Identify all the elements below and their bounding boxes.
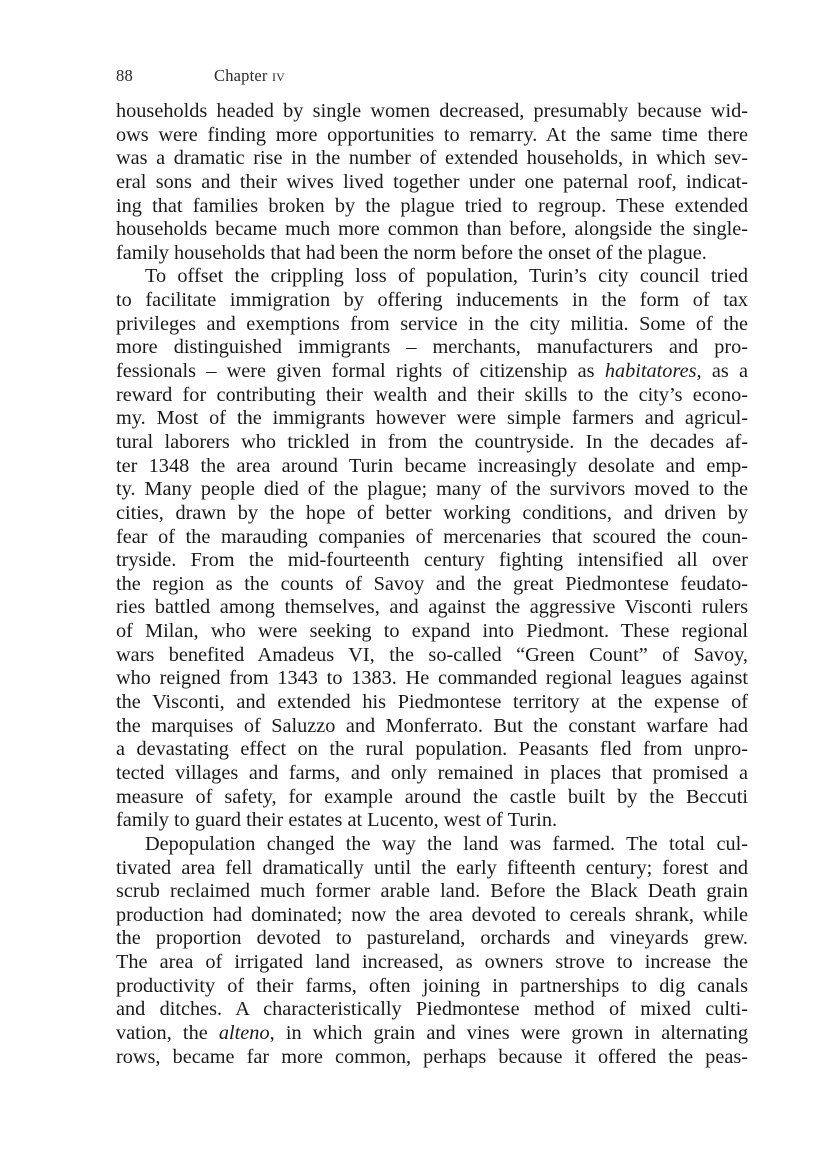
text-line — [116, 455, 748, 479]
text-line — [116, 313, 748, 337]
text-line — [116, 242, 748, 266]
text-run: ing that families broken by the plague tried to regroup. These extended — [116, 194, 748, 217]
text-run: , in which grain and vines were grown in alternating — [269, 1021, 749, 1044]
text-line — [116, 384, 748, 408]
text-run: ows were finding more opportunities to remarry. At the same time there — [116, 123, 748, 146]
text-line — [116, 620, 748, 644]
text-run: vation, the — [116, 1021, 219, 1044]
text-run: measure of safety, for example around the castle built by the Beccuti — [116, 785, 748, 808]
text-run: fear of the marauding companies of mercenaries that scoured the coun- — [116, 525, 748, 548]
text-line — [116, 407, 748, 431]
text-line — [116, 218, 748, 242]
text-line — [116, 880, 748, 904]
italic-term: alteno — [218, 1021, 270, 1044]
text-run: family to guard their estates at Lucento, west of Turin. — [116, 809, 558, 832]
text-line — [116, 124, 748, 148]
running-head — [116, 66, 285, 86]
text-run: who reigned from 1343 to 1383. He commanded regional leagues against — [116, 667, 748, 690]
text-run: productivity of their farms, often joining in partnerships to dig canals — [116, 974, 748, 997]
text-run: the marquises of Saluzzo and Monferrato. But the constant warfare had — [116, 714, 748, 737]
text-line — [116, 1022, 748, 1046]
text-run: tryside. From the mid-fourteenth century fighting intensified all over — [116, 549, 748, 572]
text-run: Depopulation changed the way the land was farmed. The total cul- — [145, 832, 748, 855]
text-run: was a dramatic rise in the number of extended households, in which sev- — [116, 147, 748, 170]
text-line — [116, 644, 748, 668]
text-run: tected villages and farms, and only remained in places that promised a — [116, 761, 748, 784]
text-line — [116, 195, 748, 219]
text-line — [116, 762, 748, 786]
italic-term: habitatores — [604, 360, 697, 383]
text-line — [116, 667, 748, 691]
text-line — [116, 478, 748, 502]
chapter-label: Chapter — [214, 66, 268, 85]
text-line — [116, 904, 748, 928]
text-run: a devastating effect on the rural population. Peasants fled from unpro- — [116, 738, 748, 761]
text-run: ty. Many people died of the plague; many of the survivors moved to the — [116, 478, 748, 501]
text-run: the Visconti, and extended his Piedmontese territory at the expense of — [116, 691, 748, 714]
text-line — [116, 857, 748, 881]
text-line — [116, 951, 748, 975]
chapter-numeral: iv — [271, 66, 286, 85]
text-run: tivated area fell dramatically until the early fifteenth century; forest and — [116, 856, 748, 879]
text-line — [116, 171, 748, 195]
text-run: ter 1348 the area around Turin became increasingly desolate and emp- — [116, 454, 748, 477]
text-line — [116, 927, 748, 951]
text-run: of Milan, who were seeking to expand into Piedmont. These regional — [116, 620, 748, 643]
text-line — [116, 596, 748, 620]
page-number: 88 — [116, 66, 133, 85]
text-line — [116, 715, 748, 739]
text-line — [116, 265, 748, 289]
text-run: privileges and exemptions from service in the city militia. Some of the — [116, 312, 748, 335]
text-run: fessionals – were given formal rights of citizenship as — [116, 360, 605, 383]
text-run: cities, drawn by the hope of better working conditions, and driven by — [116, 501, 748, 524]
text-run: reward for contributing their wealth and their skills to the city’s econo- — [116, 383, 748, 406]
text-line — [116, 526, 748, 550]
text-line — [116, 289, 748, 313]
text-line — [116, 431, 748, 455]
text-run: the region as the counts of Savoy and the great Piedmontese feudato- — [116, 572, 748, 595]
text-line — [116, 549, 748, 573]
text-line — [116, 833, 748, 857]
text-line — [116, 502, 748, 526]
text-run: rows, became far more common, perhaps because it offered the peas- — [116, 1045, 748, 1068]
chapter-title — [214, 66, 285, 85]
text-line — [116, 786, 748, 810]
text-run: and ditches. A characteristically Piedmontese method of mixed culti- — [116, 998, 748, 1021]
body-text — [116, 100, 748, 1069]
text-run: To offset the crippling loss of population, Turin’s city council tried — [145, 265, 748, 288]
text-line — [116, 573, 748, 597]
text-run: eral sons and their wives lived together under one paternal roof, indicat- — [116, 170, 748, 193]
text-run: wars benefited Amadeus VI, the so-called “Green Count” of Savoy, — [116, 643, 748, 666]
text-run: tural laborers who trickled in from the countryside. In the decades af- — [116, 430, 748, 453]
paragraph — [116, 833, 748, 1069]
text-run: The area of irrigated land increased, as owners strove to increase the — [116, 951, 748, 974]
text-run: households headed by single women decreased, presumably because wid- — [116, 100, 748, 122]
text-line — [116, 336, 748, 360]
text-run: production had dominated; now the area devoted to cereals shrank, while — [116, 903, 748, 926]
text-run: to facilitate immigration by offering inducements in the form of tax — [116, 289, 748, 312]
text-line — [116, 998, 748, 1022]
text-line — [116, 809, 748, 833]
text-line — [116, 360, 748, 384]
text-run: , as a — [696, 360, 748, 383]
text-line — [116, 100, 748, 124]
text-line — [116, 147, 748, 171]
text-line — [116, 1046, 748, 1070]
text-line — [116, 975, 748, 999]
text-run: scrub reclaimed much former arable land. Before the Black Death grain — [116, 880, 748, 903]
text-run: households became much more common than before, alongside the single- — [116, 218, 748, 241]
text-run: more distinguished immigrants – merchants, manufacturers and pro- — [116, 336, 748, 359]
paragraph — [116, 265, 748, 832]
text-run: family households that had been the norm before the onset of the plague. — [116, 241, 707, 264]
text-line — [116, 691, 748, 715]
text-run: ries battled among themselves, and against the aggressive Visconti rulers — [116, 596, 748, 619]
text-run: my. Most of the immigrants however were simple farmers and agricul- — [116, 407, 748, 430]
text-run: the proportion devoted to pastureland, orchards and vineyards grew. — [116, 927, 748, 950]
paragraph — [116, 100, 748, 265]
text-line — [116, 738, 748, 762]
